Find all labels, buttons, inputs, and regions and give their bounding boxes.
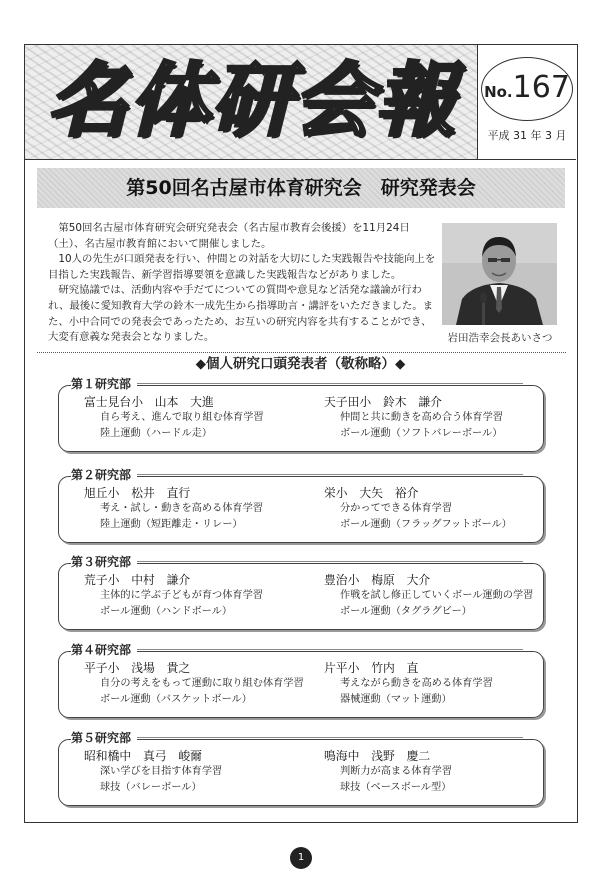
group-title: 第１研究部	[71, 375, 137, 393]
group-title: 第２研究部	[71, 466, 137, 484]
presenter-sport: ボール運動（フラッグフットボール）	[340, 519, 512, 530]
group-title-rule	[137, 737, 523, 738]
presenter-name: 旭丘小 松井 直行	[84, 486, 191, 500]
presenter-topic: 考えながら動きを高める体育学習	[340, 678, 493, 689]
group-title: 第５研究部	[71, 729, 137, 747]
presenter-sport: 球技（ベースボール型）	[340, 782, 452, 793]
presenter-name: 天子田小 鈴木 謙介	[324, 395, 442, 409]
masthead-title-panel	[25, 45, 478, 159]
presenter-topic: 分かってできる体育学習	[340, 503, 453, 514]
presenter-name: 片平小 竹内 直	[324, 661, 419, 675]
presenter-sport: ボール運動（バスケットボール）	[100, 694, 252, 705]
headline-banner	[37, 168, 565, 208]
presenter-name: 昭和橋中 真弓 峻爾	[84, 749, 202, 763]
person-speaking-image	[442, 223, 557, 325]
presenter-topic: 考え・試し・動きを高める体育学習	[100, 503, 263, 514]
research-group-4	[58, 643, 544, 718]
presenter-name: 豊治小 梅原 大介	[324, 573, 431, 587]
page-number: 1	[290, 847, 312, 869]
presenter-sport: 陸上運動（短距離走・リレー）	[100, 519, 243, 530]
presenter-sport: 球技（バレーボール）	[100, 782, 202, 793]
issue-date: 平成 31 年 3 月	[487, 129, 567, 142]
research-group-2	[58, 468, 544, 543]
presenter	[84, 660, 304, 708]
issue-number: 167	[512, 70, 570, 105]
paragraph: 研究協議では、活動内容や手だてについての質問や意見など活発な議論が行われ、最後に愛知教育大学の鈴木一成先生から指導助言・講評をいただきました。また、小中合同での発表会であったため、お互いの研究内容を共有することができ、大変有意義な発表会となりました。	[48, 284, 434, 344]
group-title-rule	[137, 649, 523, 650]
newsletter-frame	[24, 44, 578, 823]
photo-caption: 岩田浩幸会長あいさつ	[447, 332, 553, 344]
group-title-rule	[137, 474, 523, 475]
group-title-rule	[137, 561, 523, 562]
presenter-topic: 作戦を試し修正していくボール運動の学習	[340, 590, 534, 601]
presenter-topic: 仲間と共に動きを高め合う体育学習	[340, 412, 503, 423]
presenter-topic: 自分の考えをもって運動に取り組む体育学習	[100, 678, 304, 689]
presenter	[324, 572, 533, 620]
research-group-5	[58, 731, 544, 806]
presenter	[84, 394, 264, 442]
presenter-sport: 陸上運動（ハードル走）	[100, 428, 213, 439]
group-title-rule	[137, 383, 523, 384]
masthead	[25, 45, 576, 160]
presenter-name: 鳴海中 浅野 慶二	[324, 749, 431, 763]
presenter	[324, 394, 503, 442]
research-group-3	[58, 555, 544, 630]
presenter-sport: ボール運動（タグラグビー）	[340, 606, 472, 617]
presenter	[324, 485, 512, 533]
presenter	[84, 748, 222, 796]
presenter	[84, 572, 263, 620]
presenter	[324, 660, 493, 708]
presenter-name: 荒子小 中村 謙介	[84, 573, 191, 587]
presenter-sport: ボール運動（ソフトバレーボール）	[340, 428, 503, 439]
presenter	[84, 485, 263, 533]
issue-prefix: No.	[484, 83, 513, 101]
research-group-1	[58, 377, 544, 452]
paragraph: 第50回名古屋市体育研究会研究発表会（名古屋市教育会後援）を11月24日（土）、名古屋市教育館において開催しました。	[48, 222, 410, 250]
presenter	[324, 748, 452, 796]
presenter-topic: 主体的に学ぶ子どもが育つ体育学習	[100, 590, 263, 601]
presenter-topic: 自ら考え、進んで取り組む体育学習	[100, 412, 264, 423]
paragraph: 10人の先生が口頭発表を行い、仲間との対話を大切にした実践報告や技能向上を目指した実践報告、新学習指導要領を意識した実践報告などがありました。	[48, 253, 436, 281]
presenter-sport: 器械運動（マット運動）	[340, 694, 452, 705]
group-title: 第３研究部	[71, 553, 137, 571]
newsletter-title: 名体研会報	[47, 54, 457, 147]
issue-badge	[481, 57, 573, 121]
presenter-name: 平子小 浅場 貴之	[84, 661, 191, 675]
presenter-name: 栄小 大矢 裕介	[324, 486, 419, 500]
presenter-sport: ボール運動（ハンドボール）	[100, 606, 233, 617]
presenters-heading: ◆個人研究口頭発表者（敬称略）◆	[195, 356, 406, 372]
president-photo	[442, 223, 557, 325]
presenter-topic: 深い学びを目指す体育学習	[100, 766, 223, 777]
article-body	[48, 221, 438, 346]
presenter-topic: 判断力が高まる体育学習	[340, 766, 453, 777]
headline: 第50回名古屋市体育研究会 研究発表会	[126, 177, 476, 199]
group-title: 第４研究部	[71, 641, 137, 659]
presenter-name: 富士見台小 山本 大進	[84, 395, 214, 409]
